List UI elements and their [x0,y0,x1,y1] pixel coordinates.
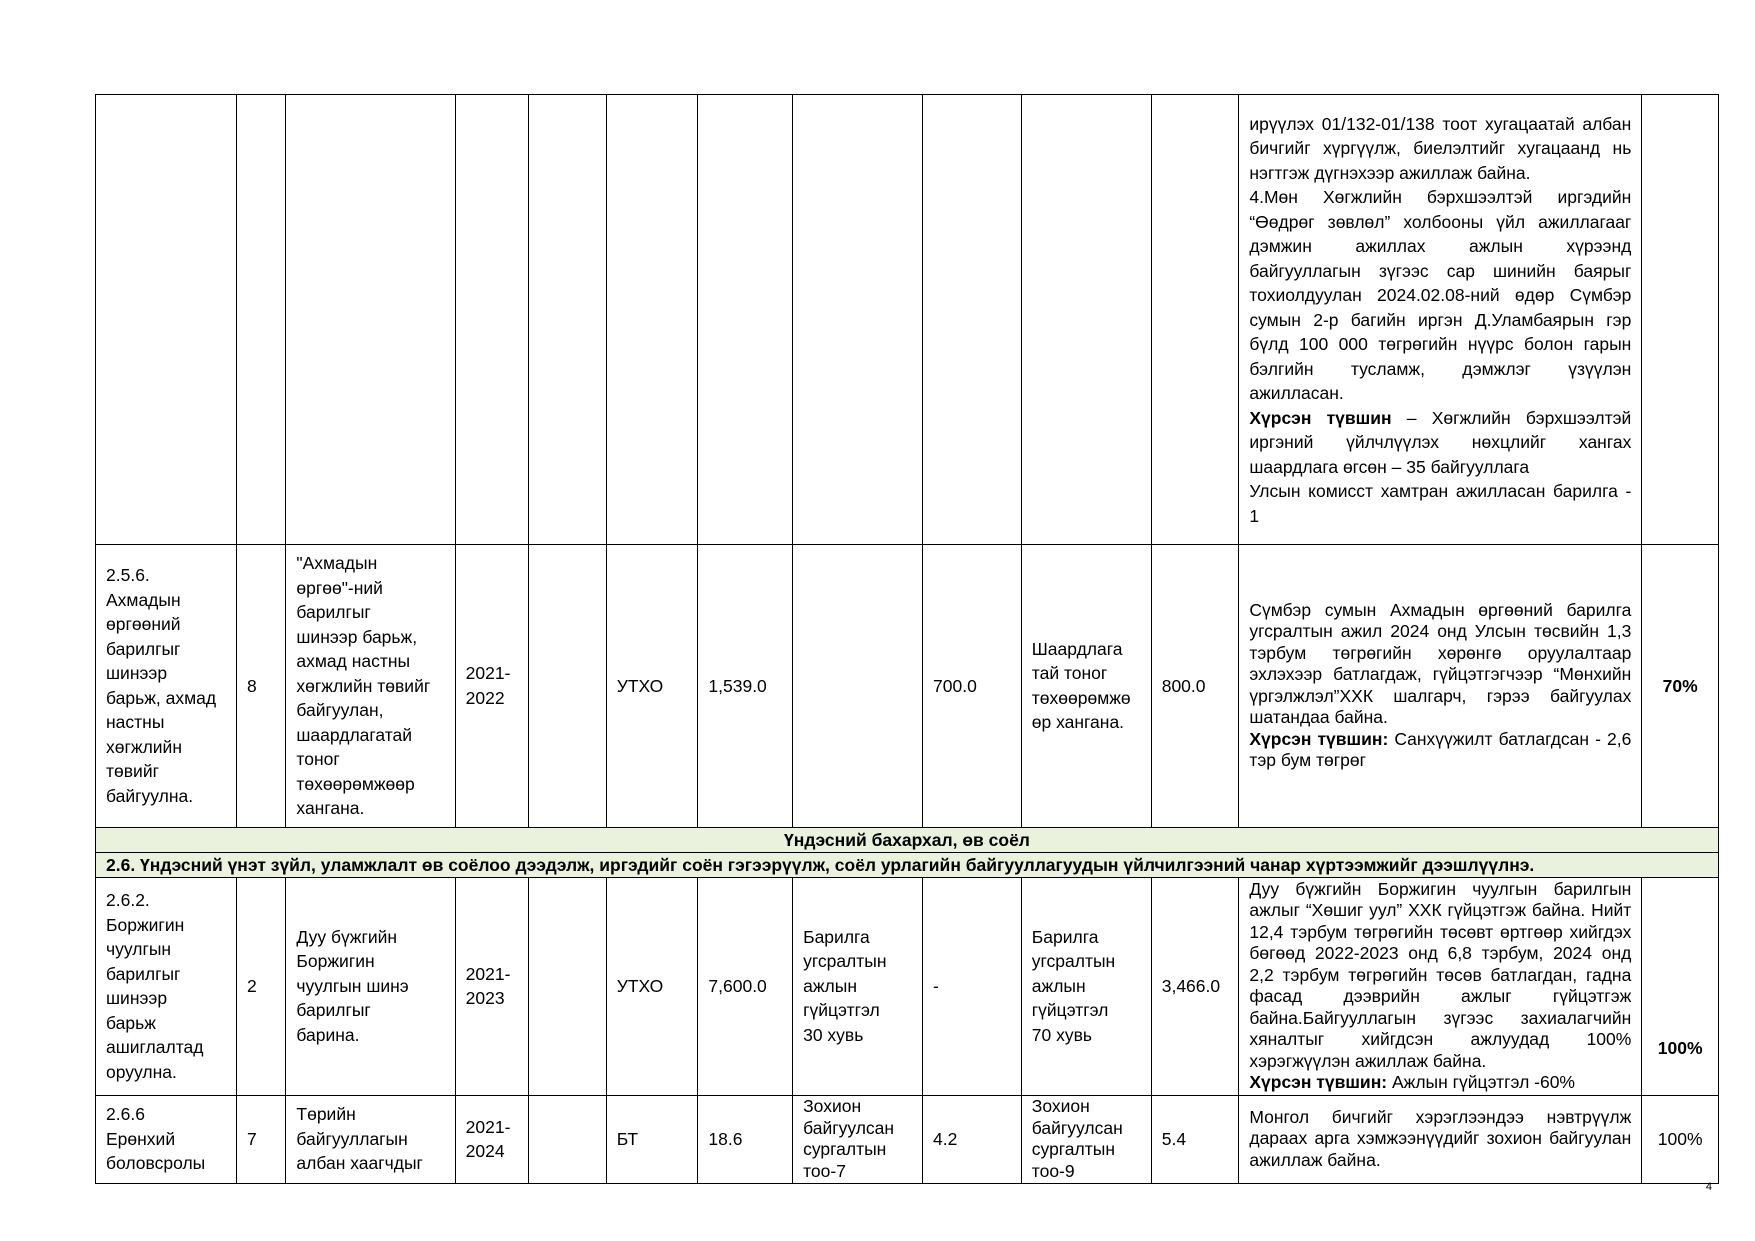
table-row [96,877,1719,1095]
value-2024-cell: 3,466.0 [1151,877,1239,1095]
activity-cell: "Ахмадын өргөө"-ний барилгыг шинээр барьж, ахмад настны хөгжлийн төвийг байгуулан, шаардлагатай тоног төхөөрөмжөөр хангана. [286,545,455,828]
activity-code-cell [96,95,237,545]
report-paragraph: ирүүлэх 01/132-01/138 тоот хугацаатай албан бичгийг хүргүүлж, биелэлтийг хугацаанд нь нэгтгэж дүгнэхээр ажиллаж байна. [1249,113,1632,183]
section-title: Үндэсний бахархал, өв соёл [96,827,1719,852]
target-2024-cell: Шаардлага тай тоног төхөөрөмжө өр хангана. [1021,545,1151,828]
responsible-org-cell [606,95,698,545]
target-2024-cell: Зохион байгуулсан сургалтын тоо-9 [1021,1095,1151,1183]
target-2024-cell: Барилга угсралтын ажлын гүйцэтгэл 70 хувь [1021,877,1151,1095]
goal-title: 2.6. Үндэсний үнэт зүйл, уламжлалт өв соёлоо дээдэлж, иргэдийг соён гэгээрүүлж, соёл урлагийн байгууллагуудын үйлчилгээний чанар хүртээмжийг дээшлүүлнэ. [96,852,1719,877]
weight-cell: 2 [237,877,286,1095]
value-2023-cell [923,95,1022,545]
value-2024-cell: 5.4 [1151,1095,1239,1183]
report-paragraph [1249,1072,1631,1094]
achieved-level-text: – Хөгжлийн бэрхшээлтэй иргэний үйлчлүүлэх нөхцлийг хангах шаардлага өгсөн – 35 байгууллага [1249,407,1632,477]
table-row [96,95,1719,545]
period-cell [455,95,529,545]
report-paragraph: Улсын комисст хамтран ажилласан барилга - 1 [1249,481,1632,526]
progress-cell: 100% [1642,1095,1719,1183]
report-paragraph: 4.Мөн Хөгжлийн бэрхшээлтэй иргэдийн “Өөдрөг зөвлөл” холбооны үйл ажиллагааг дэмжин ажиллах ажлын хүрээнд байгууллагын зүгээс сар шинийн баярыг тохиолдуулан 2024.02.08-ний өдөр Сүмбэр сумын 2-р багийн иргэн Д.Уламбаярын гэр бүлд 100 000 төгрөгийн нүүрс болон гарын бэлгийн тусламж, дэмжлэг үзүүлэн ажилласан. [1249,187,1632,404]
target-2023-cell: Зохион байгуулсан сургалтын тоо-7 [793,1095,923,1183]
activity-code-cell: 2.5.6. Ахмадын өргөөний барилгыг шинээр барьж, ахмад настны хөгжлийн төвийг байгуулна. [96,545,237,828]
value-2023-cell: 700.0 [923,545,1022,828]
responsible-org-cell: УТХО [606,877,698,1095]
activity-cell [286,95,455,545]
section-header-row [96,827,1719,852]
target-2023-cell: Барилга угсралтын ажлын гүйцэтгэл 30 хувь [793,877,923,1095]
achieved-level-text: Санхүүжилт батлагдсан - 2,6 тэр бум төгрөг [1249,728,1632,771]
progress-cell: 70% [1642,545,1719,828]
achieved-level-label: Хүрсэн түвшин: [1249,728,1389,749]
blank-cell [529,877,607,1095]
weight-cell: 8 [237,545,286,828]
report-paragraph [1249,406,1631,480]
table-row [96,1095,1719,1183]
activity-code-cell: 2.6.6 Ерөнхий боловсролы [96,1095,237,1183]
activity-cell: Дуу бүжгийн Боржигин чуулгын шинэ барилгыг барина. [286,877,455,1095]
report-cell [1239,877,1642,1095]
weight-cell [237,95,286,545]
total-budget-cell: 1,539.0 [698,545,793,828]
progress-cell: 100% [1642,877,1719,1095]
blank-cell [529,95,607,545]
target-2024-cell [1021,95,1151,545]
weight-cell: 7 [237,1095,286,1183]
page-number: 4 [1705,1181,1712,1193]
blank-cell [529,545,607,828]
report-cell [1239,95,1642,545]
total-budget-cell: 7,600.0 [698,877,793,1095]
period-cell: 2021- 2024 [455,1095,529,1183]
table-row [96,545,1719,828]
report-paragraph [1249,729,1631,772]
achieved-level-text: Ажлын гүйцэтгэл -60% [1387,1072,1575,1092]
progress-cell [1642,95,1719,545]
activity-cell: Төрийн байгууллагын албан хаагчдыг [286,1095,455,1183]
value-2023-cell: - [923,877,1022,1095]
target-2023-cell [793,545,923,828]
goal-header-row [96,852,1719,877]
period-cell: 2021- 2022 [455,545,529,828]
achieved-level-label: Хүрсэн түвшин [1249,407,1392,428]
responsible-org-cell: УТХО [606,545,698,828]
report-table [95,94,1719,1184]
blank-cell [529,1095,607,1183]
target-2023-cell [793,95,923,545]
total-budget-cell [698,95,793,545]
responsible-org-cell: БТ [606,1095,698,1183]
report-paragraph: Монгол бичгийг хэрэглээндээ нэвтрүүлж дараах арга хэмжээнүүдийг зохион байгуулан ажиллаж байна. [1249,1106,1632,1170]
value-2023-cell: 4.2 [923,1095,1022,1183]
value-2024-cell [1151,95,1239,545]
total-budget-cell: 18.6 [698,1095,793,1183]
period-cell: 2021- 2023 [455,877,529,1095]
achieved-level-label: Хүрсэн түвшин: [1249,1072,1388,1092]
report-paragraph: Сүмбэр сумын Ахмадын өргөөний барилга угсралтын ажил 2024 онд Улсын төсвийн 1,3 тэрбум төгрөгийн хөрөнгө оруулалтаар эхлэхээр батлагдаж, гүйцэтгэгчээр “Мөнхийн үргэлжлэл”ХХК шалгарч, гэрээ байгуулах шатандаа байна. [1249,599,1632,728]
report-cell [1239,1095,1642,1183]
activity-code-cell: 2.6.2. Боржигин чуулгын барилгыг шинээр барьж ашиглалтад оруулна. [96,877,237,1095]
report-cell [1239,545,1642,828]
report-paragraph: Дуу бүжгийн Боржигин чуулгын барилгын ажлыг “Хөшиг уул” ХХК гүйцэтгэж байна. Нийт 12,4 тэрбум төгрөгийн төсөвт өртгөөр хийгдэх бөгөөд 2022-2023 онд 6,8 тэрбум, 2024 онд 2,2 тэрбум төгрөгийн төсөв батлагдан, гадна фасад дээврийн ажлыг гүйцэтгэж байна.Байгууллагын зүгээс захиалагчийн хяналтыг хийгдсэн ажлуудад 100% хэрэгжүүлэн ажиллаж байна. [1249,878,1632,1071]
value-2024-cell: 800.0 [1151,545,1239,828]
